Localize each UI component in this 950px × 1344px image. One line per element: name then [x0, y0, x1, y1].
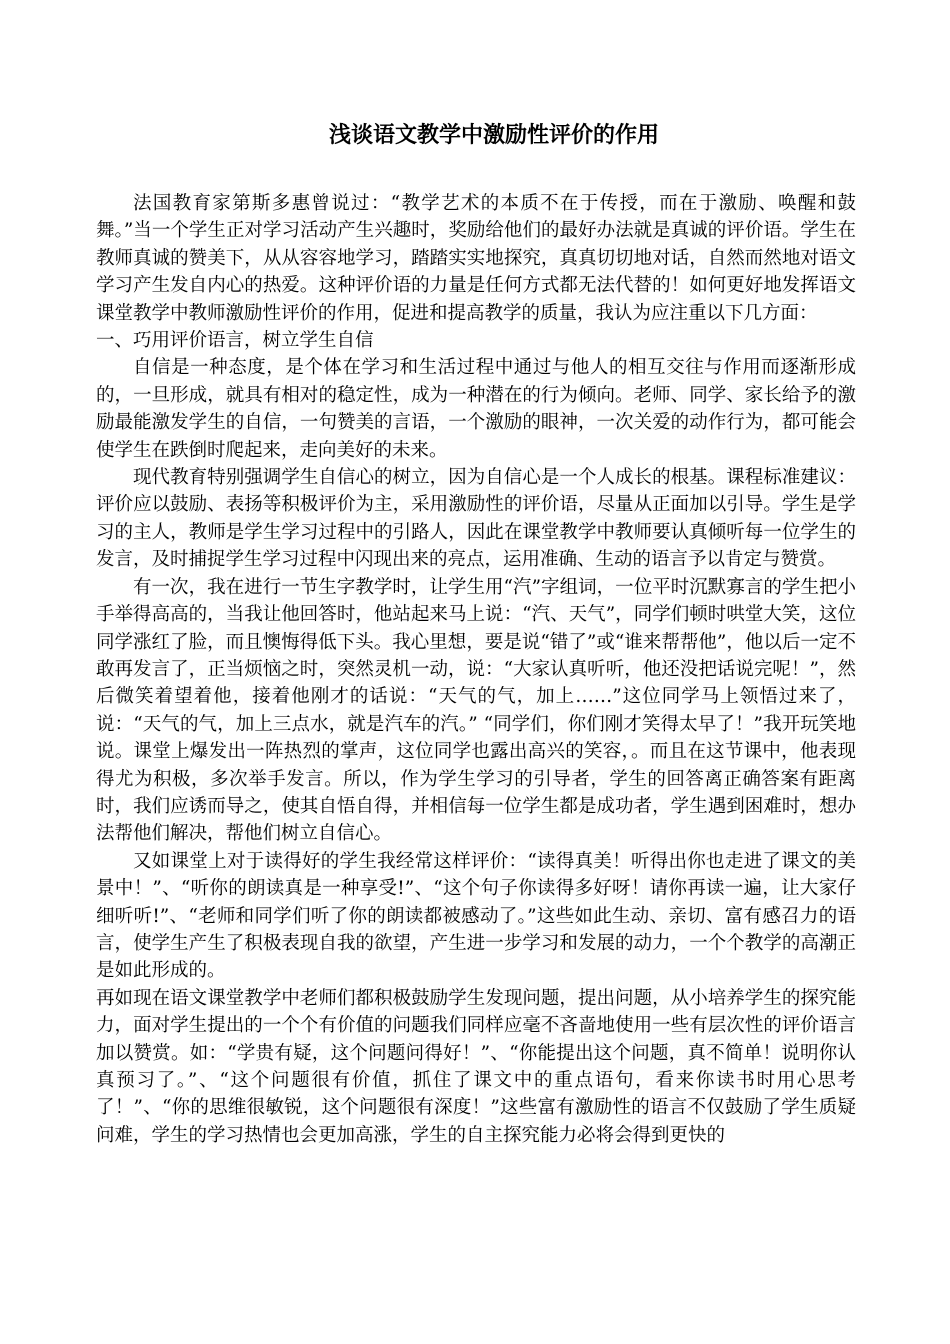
paragraph-example-story: 有一次，我在进行一节生字教学时，让学生用“汽”字组词，一位平时沉默寡言的学生把小手举得高高的，当我让他回答时，他站起来马上说：“汽、天气”，同学们顿时哄堂大笑，这位同学涨红了脸，而且懊悔得低下头。我心里想，要是说“错了”或“谁来帮帮他”，他以后一定不敢再发言了，正当烦恼之时，突然灵机一动，说：“大家认真听听，他还没把话说完呢！”，然后微笑着望着他，接着他刚才的话说：“天气的气，加上……”这位同学马上领悟过来了，说：“天气的气，加上三点水，就是汽车的汽。” “同学们，你们刚才笑得太早了！”我开玩笑地说。课堂上爆发出一阵热烈的掌声，这位同学也露出高兴的笑容，。而且在这节课中，他表现得尤为积极，多次举手发言。所以，作为学生学习的引导者，学生的回答离正确答案有距离时，我们应诱而导之，使其自悟自得，并相信每一位学生都是成功者，学生遇到困难时，想办法帮他们解决，帮他们树立自信心。	[96, 576, 856, 845]
paragraph-modern-education: 现代教育特别强调学生自信心的树立，因为自信心是一个人成长的根基。课程标准建议：评价应以鼓励、表扬等积极评价为主，采用激励性的评价语，尽量从正面加以引导。学生是学习的主人，教师是学生学习过程中的引路人，因此在课堂教学中教师要认真倾听每一位学生的发言，及时捕捉学生学习过程中闪现出来的亮点，运用准确、生动的语言予以肯定与赞赏。	[96, 467, 856, 571]
paragraph-confidence: 自信是一种态度，是个体在学习和生活过程中通过与他人的相互交往与作用而逐渐形成的，一旦形成，就具有相对的稳定性，成为一种潜在的行为倾向。老师、同学、家长给予的激励最能激发学生的自信，一句赞美的言语，一个激励的眼神，一次关爱的动作行为，都可能会使学生在跌倒时爬起来，走向美好的未来。	[96, 357, 856, 461]
document-title: 浅谈语文教学中激励性评价的作用	[328, 122, 659, 148]
paragraph-reading-praise: 又如课堂上对于读得好的学生我经常这样评价：“读得真美！听得出你也走进了课文的美景中！”、“听你的朗读真是一种享受!”、“这个句子你读得多好呀！请你再读一遍，让大家仔细听听!”、“老师和同学们听了你的朗读都被感动了。”这些如此生动、亲切、富有感召力的语言，使学生产生了积极表现自我的欲望，产生进一步学习和发展的动力，一个个教学的高潮正是如此形成的。	[96, 850, 856, 982]
paragraph-intro: 法国教育家第斯多惠曾说过：“教学艺术的本质不在于传授，而在于激励、唤醒和鼓舞。”当一个学生正对学习活动产生兴趣时，奖励给他们的最好办法就是真诚的评价语。学生在教师真诚的赞美下，从从容容地学习，踏踏实实地探究，真真切切地对话，自然而然地对语文学习产生发自内心的热爱。这种评价语的力量是任何方式都无法代替的！如何更好地发挥语文课堂教学中教师激励性评价的作用，促进和提高教学的质量，我认为应注重以下几方面：	[96, 193, 856, 324]
paragraph-questioning: 再如现在语文课堂教学中老师们都积极鼓励学生发现问题，提出问题，从小培养学生的探究能力，面对学生提出的一个个有价值的问题我们同样应毫不吝啬地使用一些有层次性的评价语言加以赞赏。如：“学贵有疑，这个问题问得好！”、“你能提出这个问题，真不简单！说明你认真预习了。”、“这个问题很有价值，抓住了课文中的重点语句，看来你读书时用心思考了！”、“你的思维很敏锐，这个问题很有深度！”这些富有激励性的语言不仅鼓励了学生质疑问难，学生的学习热情也会更加高涨，学生的自主探究能力必将会得到更快的	[96, 987, 856, 1146]
section-heading-1: 一、巧用评价语言，树立学生自信	[96, 330, 374, 352]
document-page	[96, 118, 856, 1149]
